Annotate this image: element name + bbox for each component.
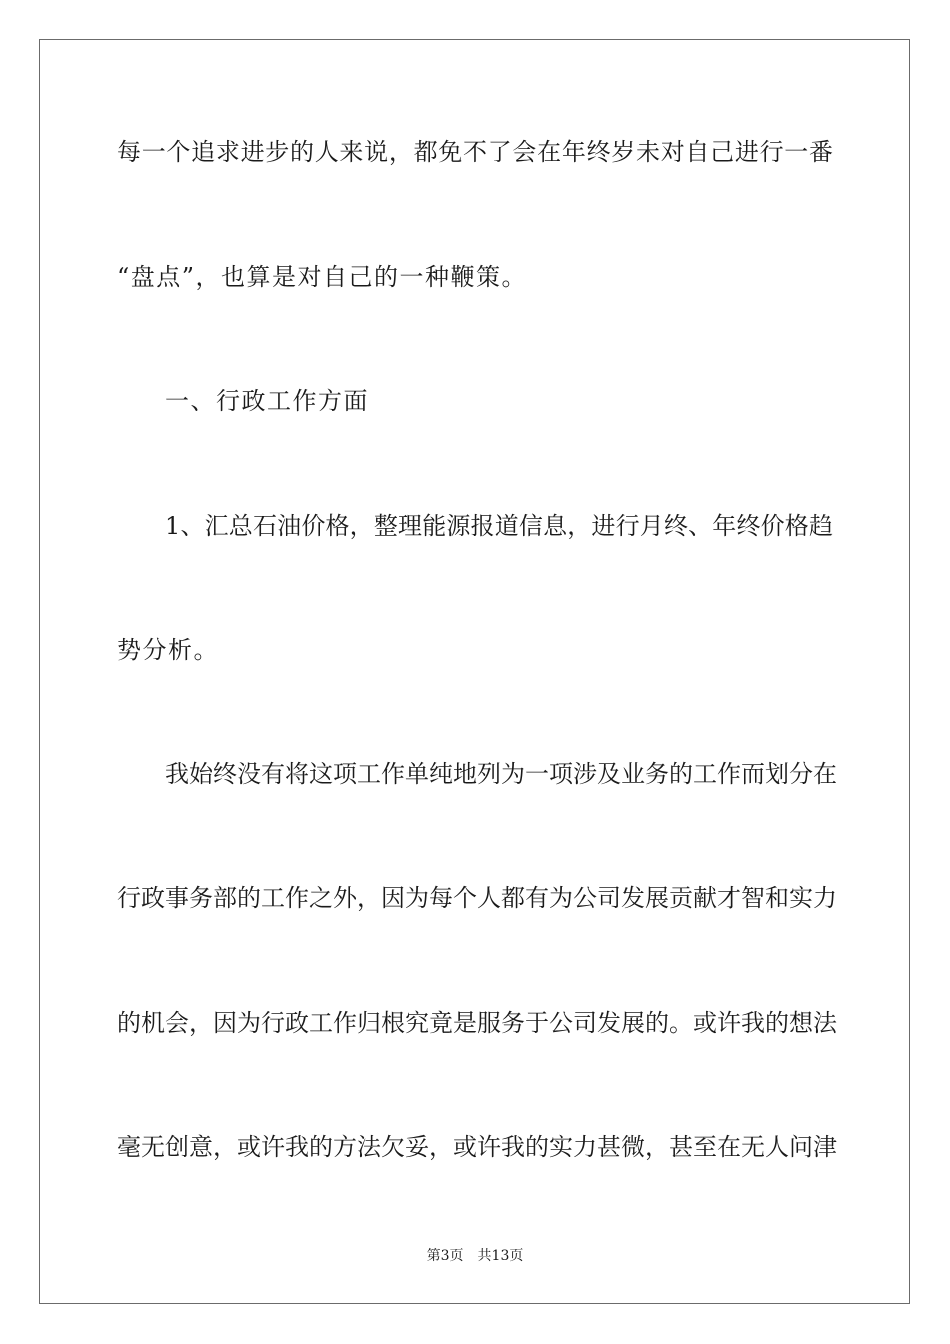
text-line-9: 毫无创意，或许我的方法欠妥，或许我的实力甚微，甚至在无人问津 [117, 1133, 837, 1161]
page-footer [0, 1247, 950, 1265]
text-line-8: 的机会，因为行政工作归根究竟是服务于公司发展的。或许我的想法 [117, 1009, 837, 1037]
text-line-2: “盘点”，也算是对自己的一种鞭策。 [117, 263, 528, 291]
text-line-6: 我始终没有将这项工作单纯地列为一项涉及业务的工作而划分在 [165, 760, 837, 788]
section-heading: 一、行政工作方面 [165, 387, 369, 415]
text-line-7: 行政事务部的工作之外，因为每个人都有为公司发展贡献才智和实力 [117, 884, 837, 912]
page-total: 共13页 [477, 1248, 524, 1264]
text-line-5: 势分析。 [117, 636, 219, 664]
page-border [39, 39, 910, 1304]
page-number: 第3页 [426, 1248, 464, 1264]
text-line-1: 每一个追求进步的人来说，都免不了会在年终岁未对自己进行一番 [117, 138, 833, 166]
text-line-4: 1、汇总石油价格，整理能源报道信息，进行月终、年终价格趋 [165, 512, 833, 540]
